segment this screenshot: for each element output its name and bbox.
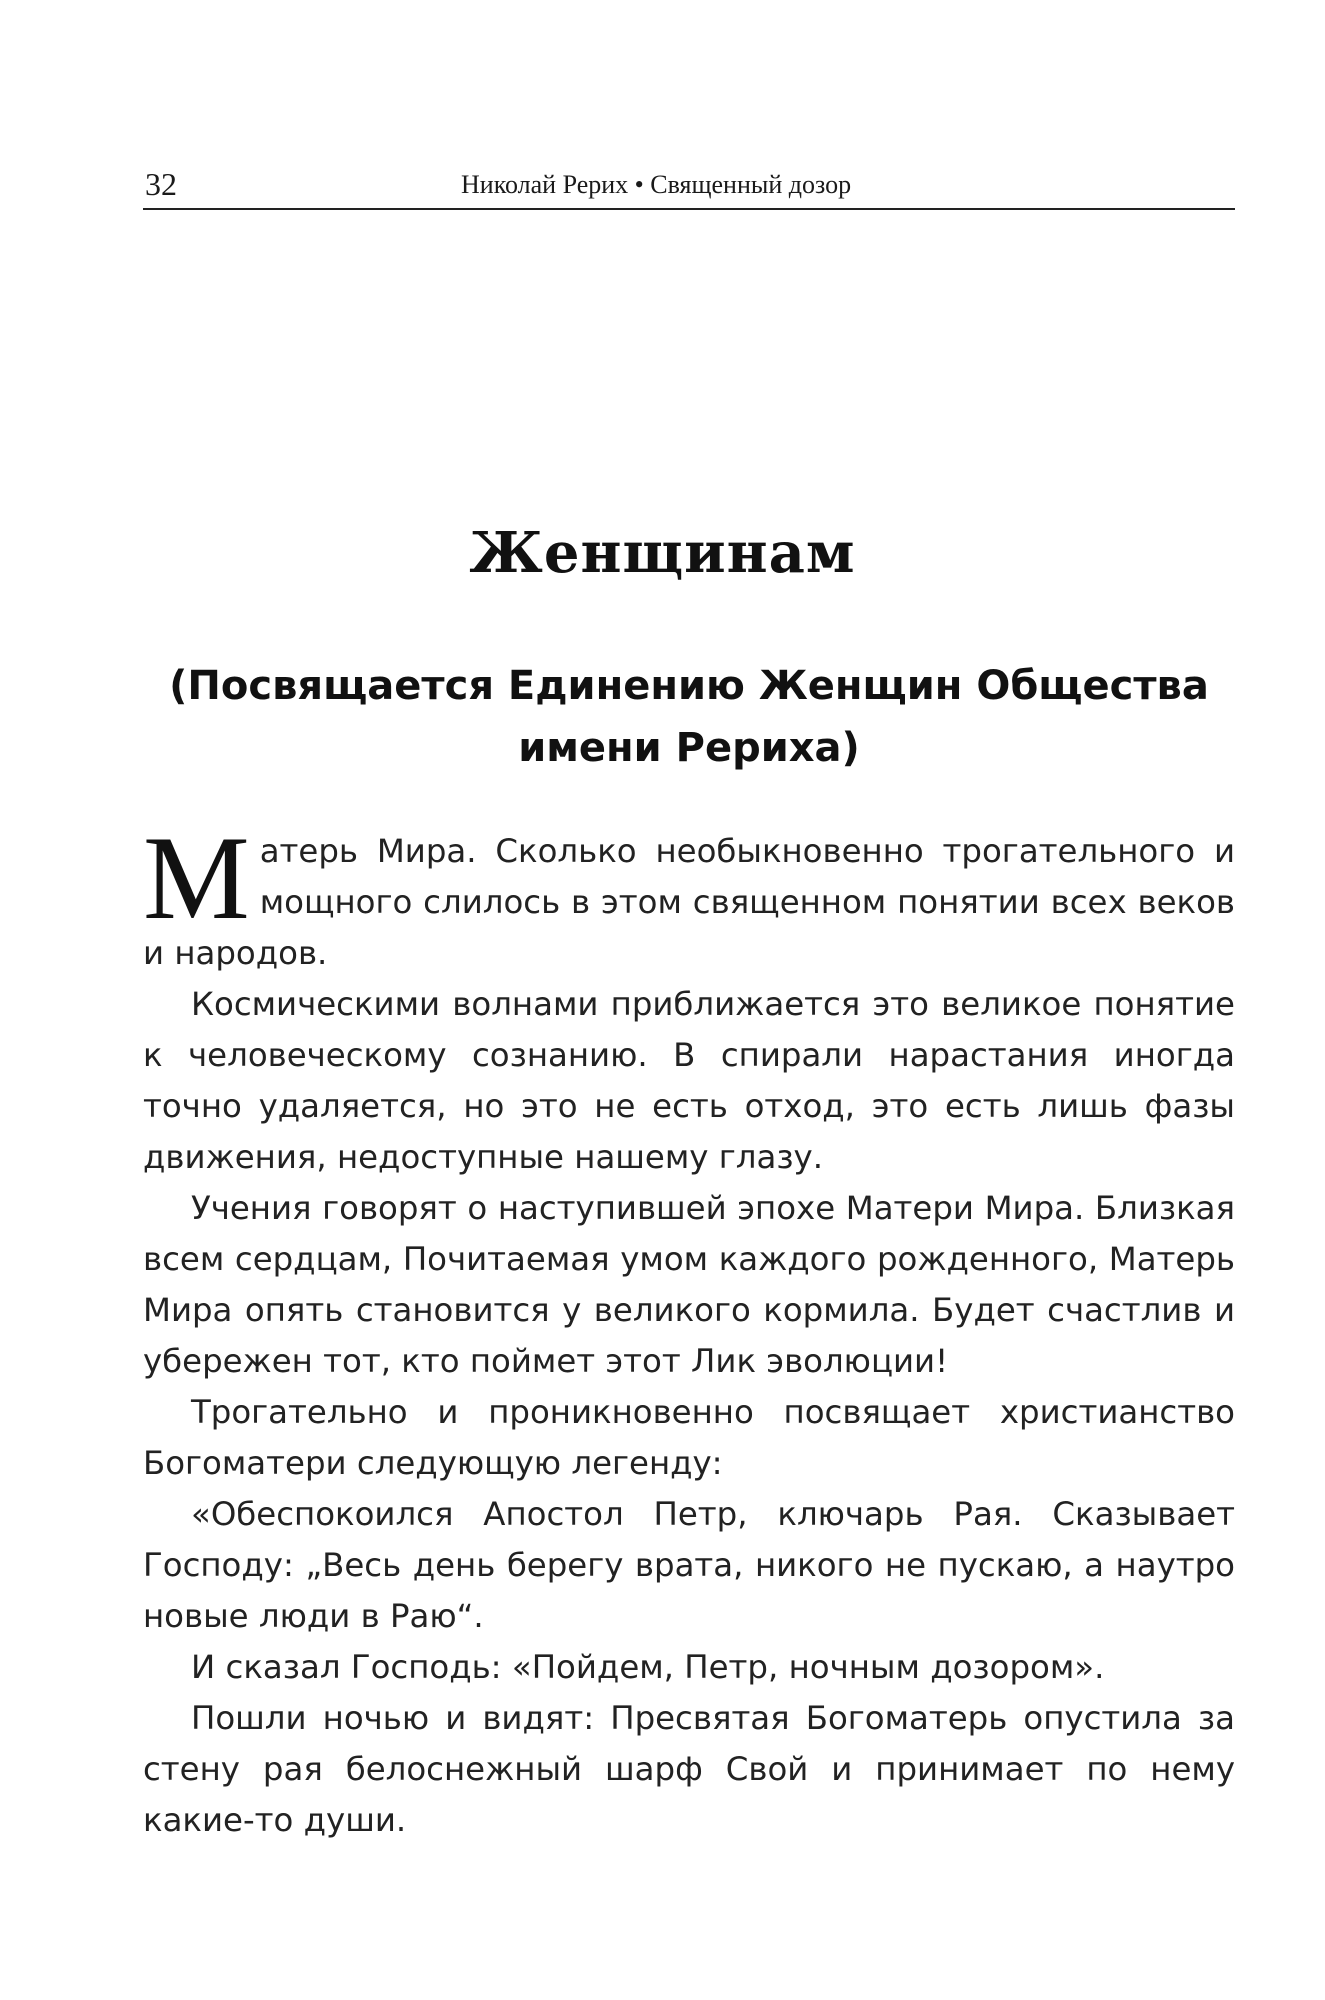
running-header — [143, 160, 1235, 210]
paragraph: И сказал Господь: «Пойдем, Петр, ночным дозором». — [191, 1648, 1105, 1686]
paragraph: Космическими волнами приближается это великое понятие к человеческому сознанию. В спирали нарастания иногда точно удаляется, но это не есть отход, это есть лишь фазы движения, недоступные нашему глазу. — [143, 985, 1235, 1176]
running-title: Николай Рерих • Священный дозор — [461, 170, 852, 199]
paragraph-text: атерь Мира. Сколько необыкновенно трогательного и мощного слилось в этом священном понятии всех веков и народов. — [143, 832, 1235, 972]
paragraph: «Обеспокоился Апостол Петр, ключарь Рая. Сказывает Господу: „Весь день берегу врата, никого не пускаю, а наутро новые люди в Раю“. — [143, 1495, 1235, 1635]
chapter-title: Женщинам — [469, 520, 856, 586]
paragraph — [143, 811, 1235, 979]
body-text — [143, 811, 1235, 1846]
paragraph: Трогательно и проникновенно посвящает христианство Богоматери следующую легенду: — [143, 1393, 1235, 1482]
paragraph: Учения говорят о наступившей эпохе Матери Мира. Близкая всем сердцам, Почитаемая умом каждого рожденного, Матерь Мира опять становится у великого кормила. Будет счастлив и убережен тот, кто поймет этот Лик эволюции! — [143, 1189, 1235, 1380]
chapter-subtitle: (Посвящается Единению Женщин Общества имени Рериха) — [169, 663, 1209, 771]
paragraph: Пошли ночью и видят: Пресвятая Богоматерь опустила за стену рая белоснежный шарф Свой и принимает по нему какие-то души. — [143, 1699, 1235, 1839]
drop-cap: М — [143, 811, 250, 944]
page-number: 32 — [145, 166, 177, 202]
